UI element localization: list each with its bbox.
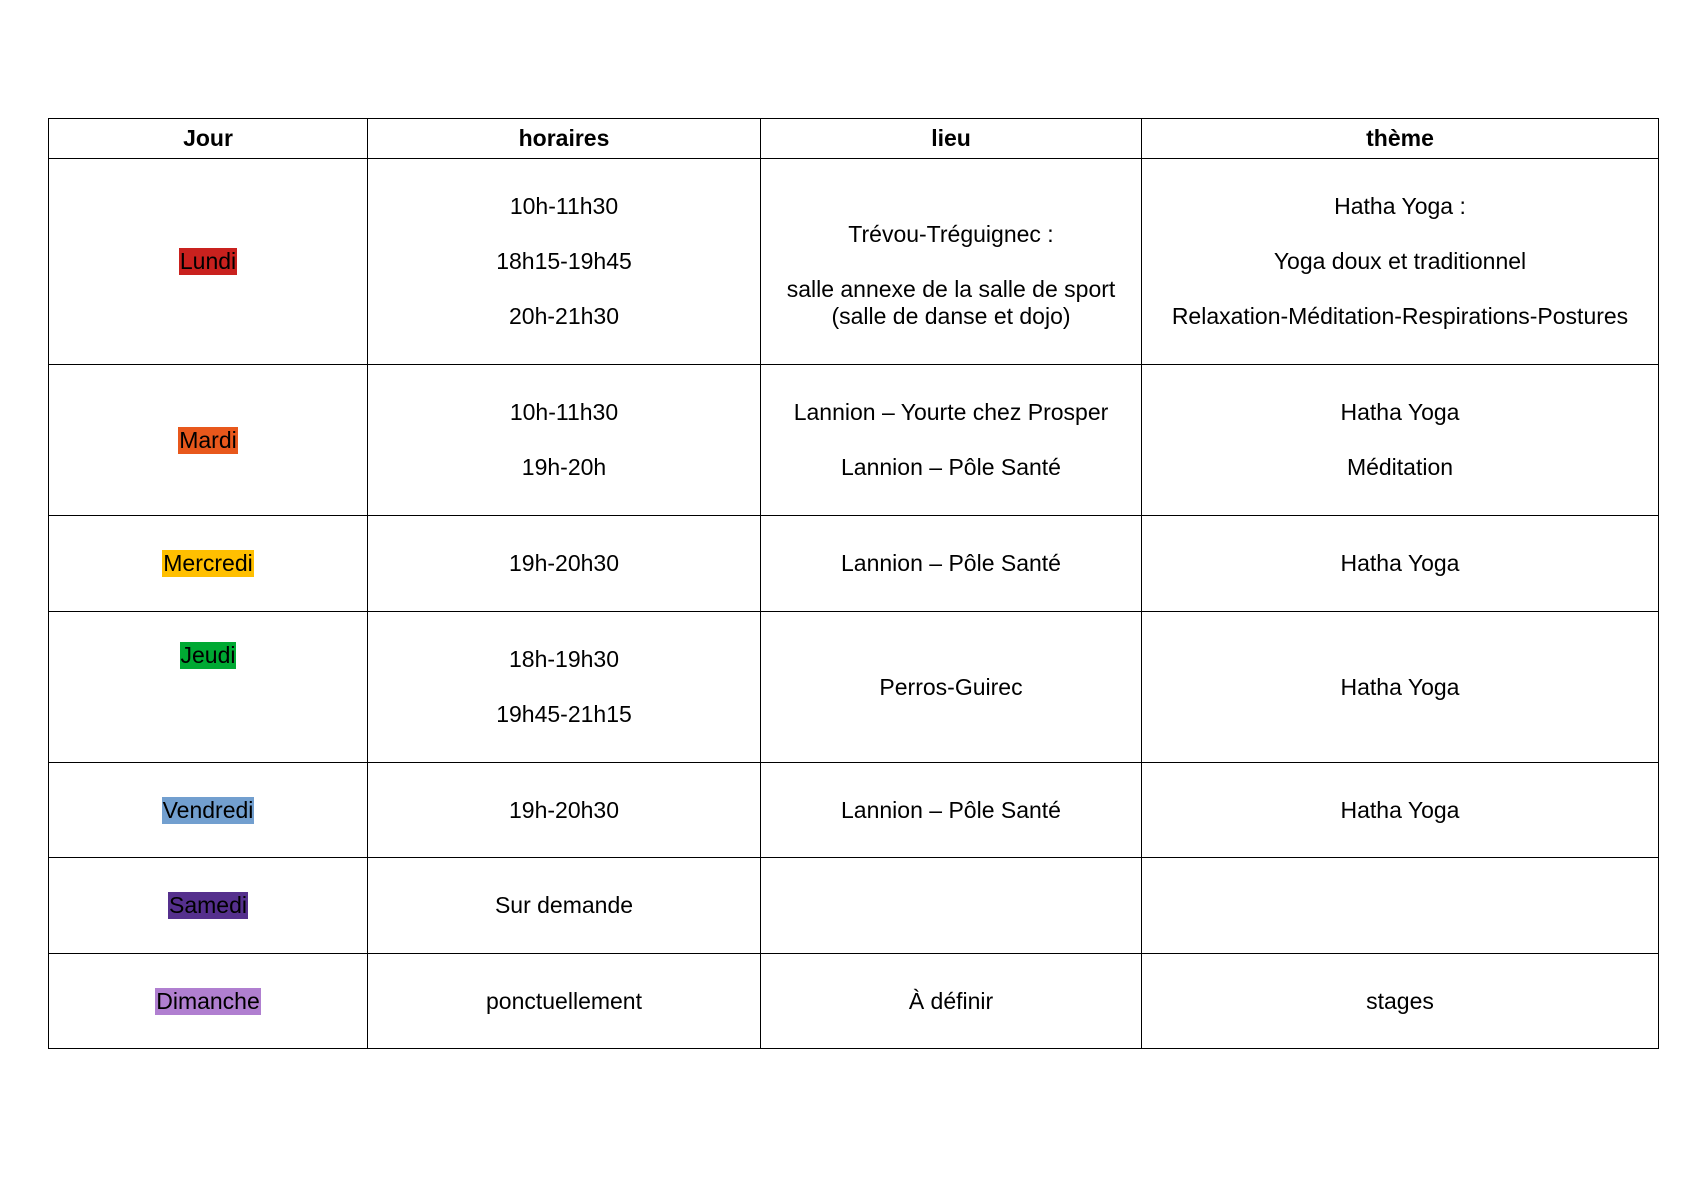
header-jour: Jour [49,119,368,159]
schedule-table [48,118,1659,1049]
lieu-cell: Perros-Guirec [761,612,1142,763]
lieu-line: Trévou-Tréguignec : [848,221,1054,247]
theme-cell [1142,858,1659,954]
horaire-line: 19h-20h [521,454,607,480]
lieu-line: (salle de danse et dojo) [831,303,1071,329]
lieu-line: salle annexe de la salle de sport [786,276,1116,302]
table-row [49,858,1659,954]
header-horaires: horaires [368,119,761,159]
horaires-cell: 19h-20h30 [368,763,761,858]
theme-cell: Hatha Yoga [1142,763,1659,858]
day-label-samedi: Samedi [169,892,247,918]
day-cell [49,612,368,763]
theme-cell: Hatha Yoga [1142,516,1659,612]
day-label-vendredi: Vendredi [162,796,254,823]
lieu-line: Lannion – Yourte chez Prosper [793,399,1109,425]
horaires-cell [368,612,761,763]
horaire-line: 20h-21h30 [509,303,619,329]
horaire-line: 19h45-21h15 [496,701,632,727]
lieu-cell [761,159,1142,365]
horaire-line: 10h-11h30 [509,399,619,425]
lieu-line: Lannion – Pôle Santé [841,454,1061,480]
horaires-cell: ponctuellement [368,954,761,1049]
horaire-line: 10h-11h30 [509,193,619,219]
lieu-cell: Lannion – Pôle Santé [761,763,1142,858]
header-theme: thème [1142,119,1659,159]
day-label-dimanche: Dimanche [156,987,260,1014]
day-cell [49,365,368,516]
day-cell [49,516,368,612]
theme-cell [1142,365,1659,516]
table-row [49,159,1659,365]
table-row [49,612,1659,763]
table-row [49,365,1659,516]
day-label-mercredi: Mercredi [163,550,253,576]
table-row [49,954,1659,1049]
header-lieu: lieu [761,119,1142,159]
day-cell [49,159,368,365]
theme-line: Hatha Yoga [1340,399,1460,425]
day-label-jeudi: Jeudi [180,642,236,668]
day-label-lundi: Lundi [179,248,237,274]
theme-line: Yoga doux et traditionnel [1273,248,1527,274]
lieu-cell [761,365,1142,516]
lieu-cell: Lannion – Pôle Santé [761,516,1142,612]
theme-cell: stages [1142,954,1659,1049]
lieu-cell: À définir [761,954,1142,1049]
theme-cell [1142,159,1659,365]
day-cell [49,763,368,858]
theme-line: Méditation [1346,454,1454,480]
header-row [49,119,1659,159]
horaires-cell: Sur demande [368,858,761,954]
theme-line: Relaxation-Méditation-Respirations-Postures [1171,303,1629,329]
theme-cell: Hatha Yoga [1142,612,1659,763]
table-row [49,516,1659,612]
horaires-cell [368,159,761,365]
horaires-cell: 19h-20h30 [368,516,761,612]
horaire-line: 18h-19h30 [509,646,619,672]
lieu-cell [761,858,1142,954]
theme-line: Hatha Yoga : [1334,193,1466,219]
table-row [49,763,1659,858]
horaires-cell [368,365,761,516]
day-label-mardi: Mardi [179,426,237,453]
day-cell [49,858,368,954]
day-cell [49,954,368,1049]
horaire-line: 18h15-19h45 [496,248,632,274]
